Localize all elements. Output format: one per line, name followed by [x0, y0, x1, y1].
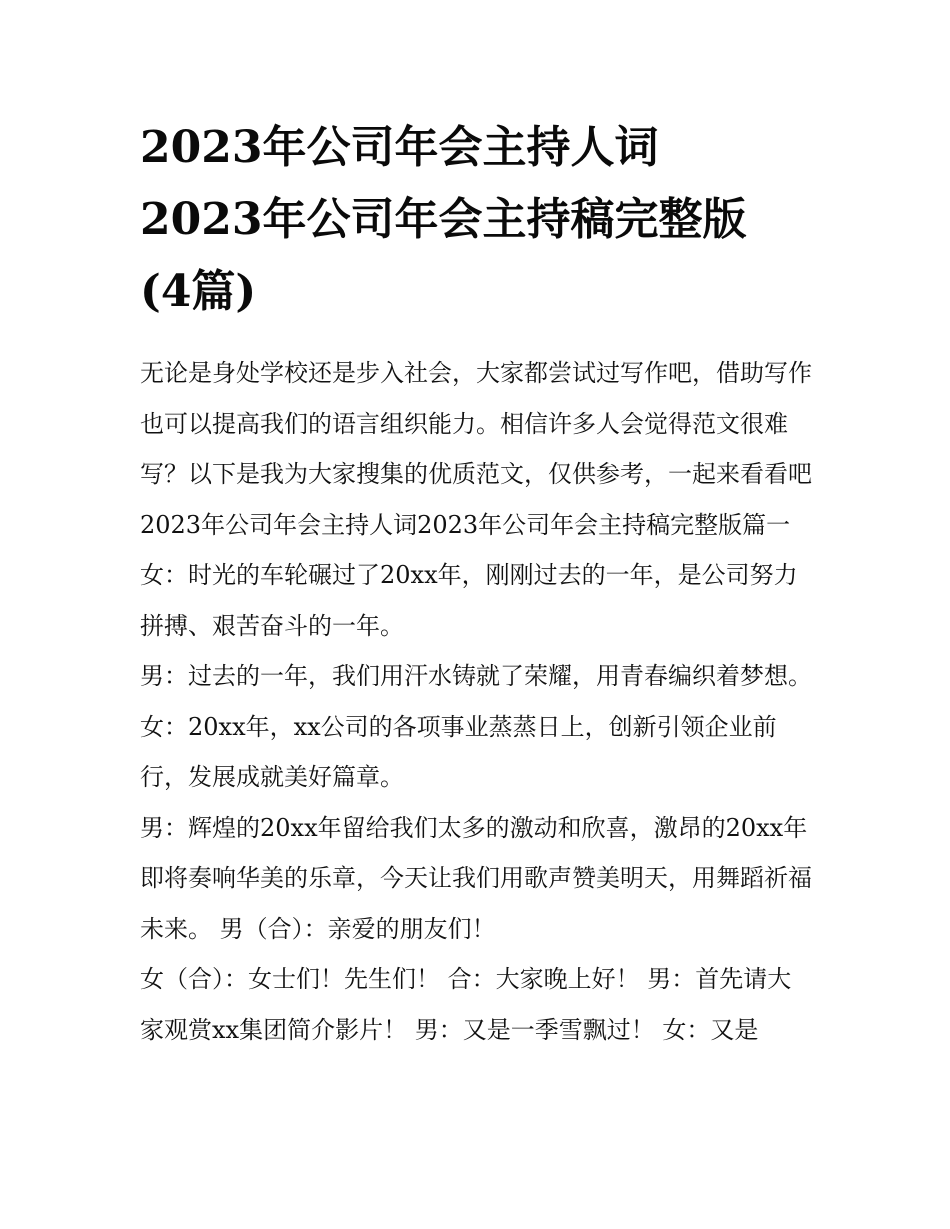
- dialogue-paragraph: 女（合）：女士们！先生们！ 合：大家晚上好！ 男：首先请大家观赏xx集团简介影片！ 男：又是一季雪飘过！ 女：又是: [140, 965, 792, 1044]
- document-title: [140, 112, 815, 328]
- section-heading: 2023年公司年会主持人词2023年公司年会主持稿完整版篇一: [140, 510, 791, 539]
- title-line-1: 2023年公司年会主持人词: [140, 122, 659, 173]
- intro-paragraph: 无论是身处学校还是步入社会，大家都尝试过写作吧，借助写作也可以提高我们的语言组织能力。相信许多人会觉得范文很难写？以下是我为大家搜集的优质范文，仅供参考，一起来看看吧: [140, 359, 812, 488]
- dialogue-paragraph: 男：过去的一年，我们用汗水铸就了荣耀，用青春编织着梦想。 女：20xx年，xx公司的各项事业蒸蒸日上，创新引领企业前行，发展成就美好篇章。: [140, 662, 812, 791]
- title-line-3: (4篇): [140, 266, 257, 317]
- dialogue-paragraph: 男：辉煌的20xx年留给我们太多的激动和欣喜，激昂的20xx年即将奏响华美的乐章，今天让我们用歌声赞美明天，用舞蹈祈福未来。 男（合）：亲爱的朋友们！: [140, 813, 812, 943]
- dialogue-paragraph: 女：时光的车轮碾过了20xx年，刚刚过去的一年，是公司努力拼搏、艰苦奋斗的一年。: [140, 561, 798, 640]
- document-page: [140, 112, 815, 1055]
- title-line-2: 2023年公司年会主持稿完整版: [140, 194, 747, 245]
- document-body: [140, 348, 815, 1055]
